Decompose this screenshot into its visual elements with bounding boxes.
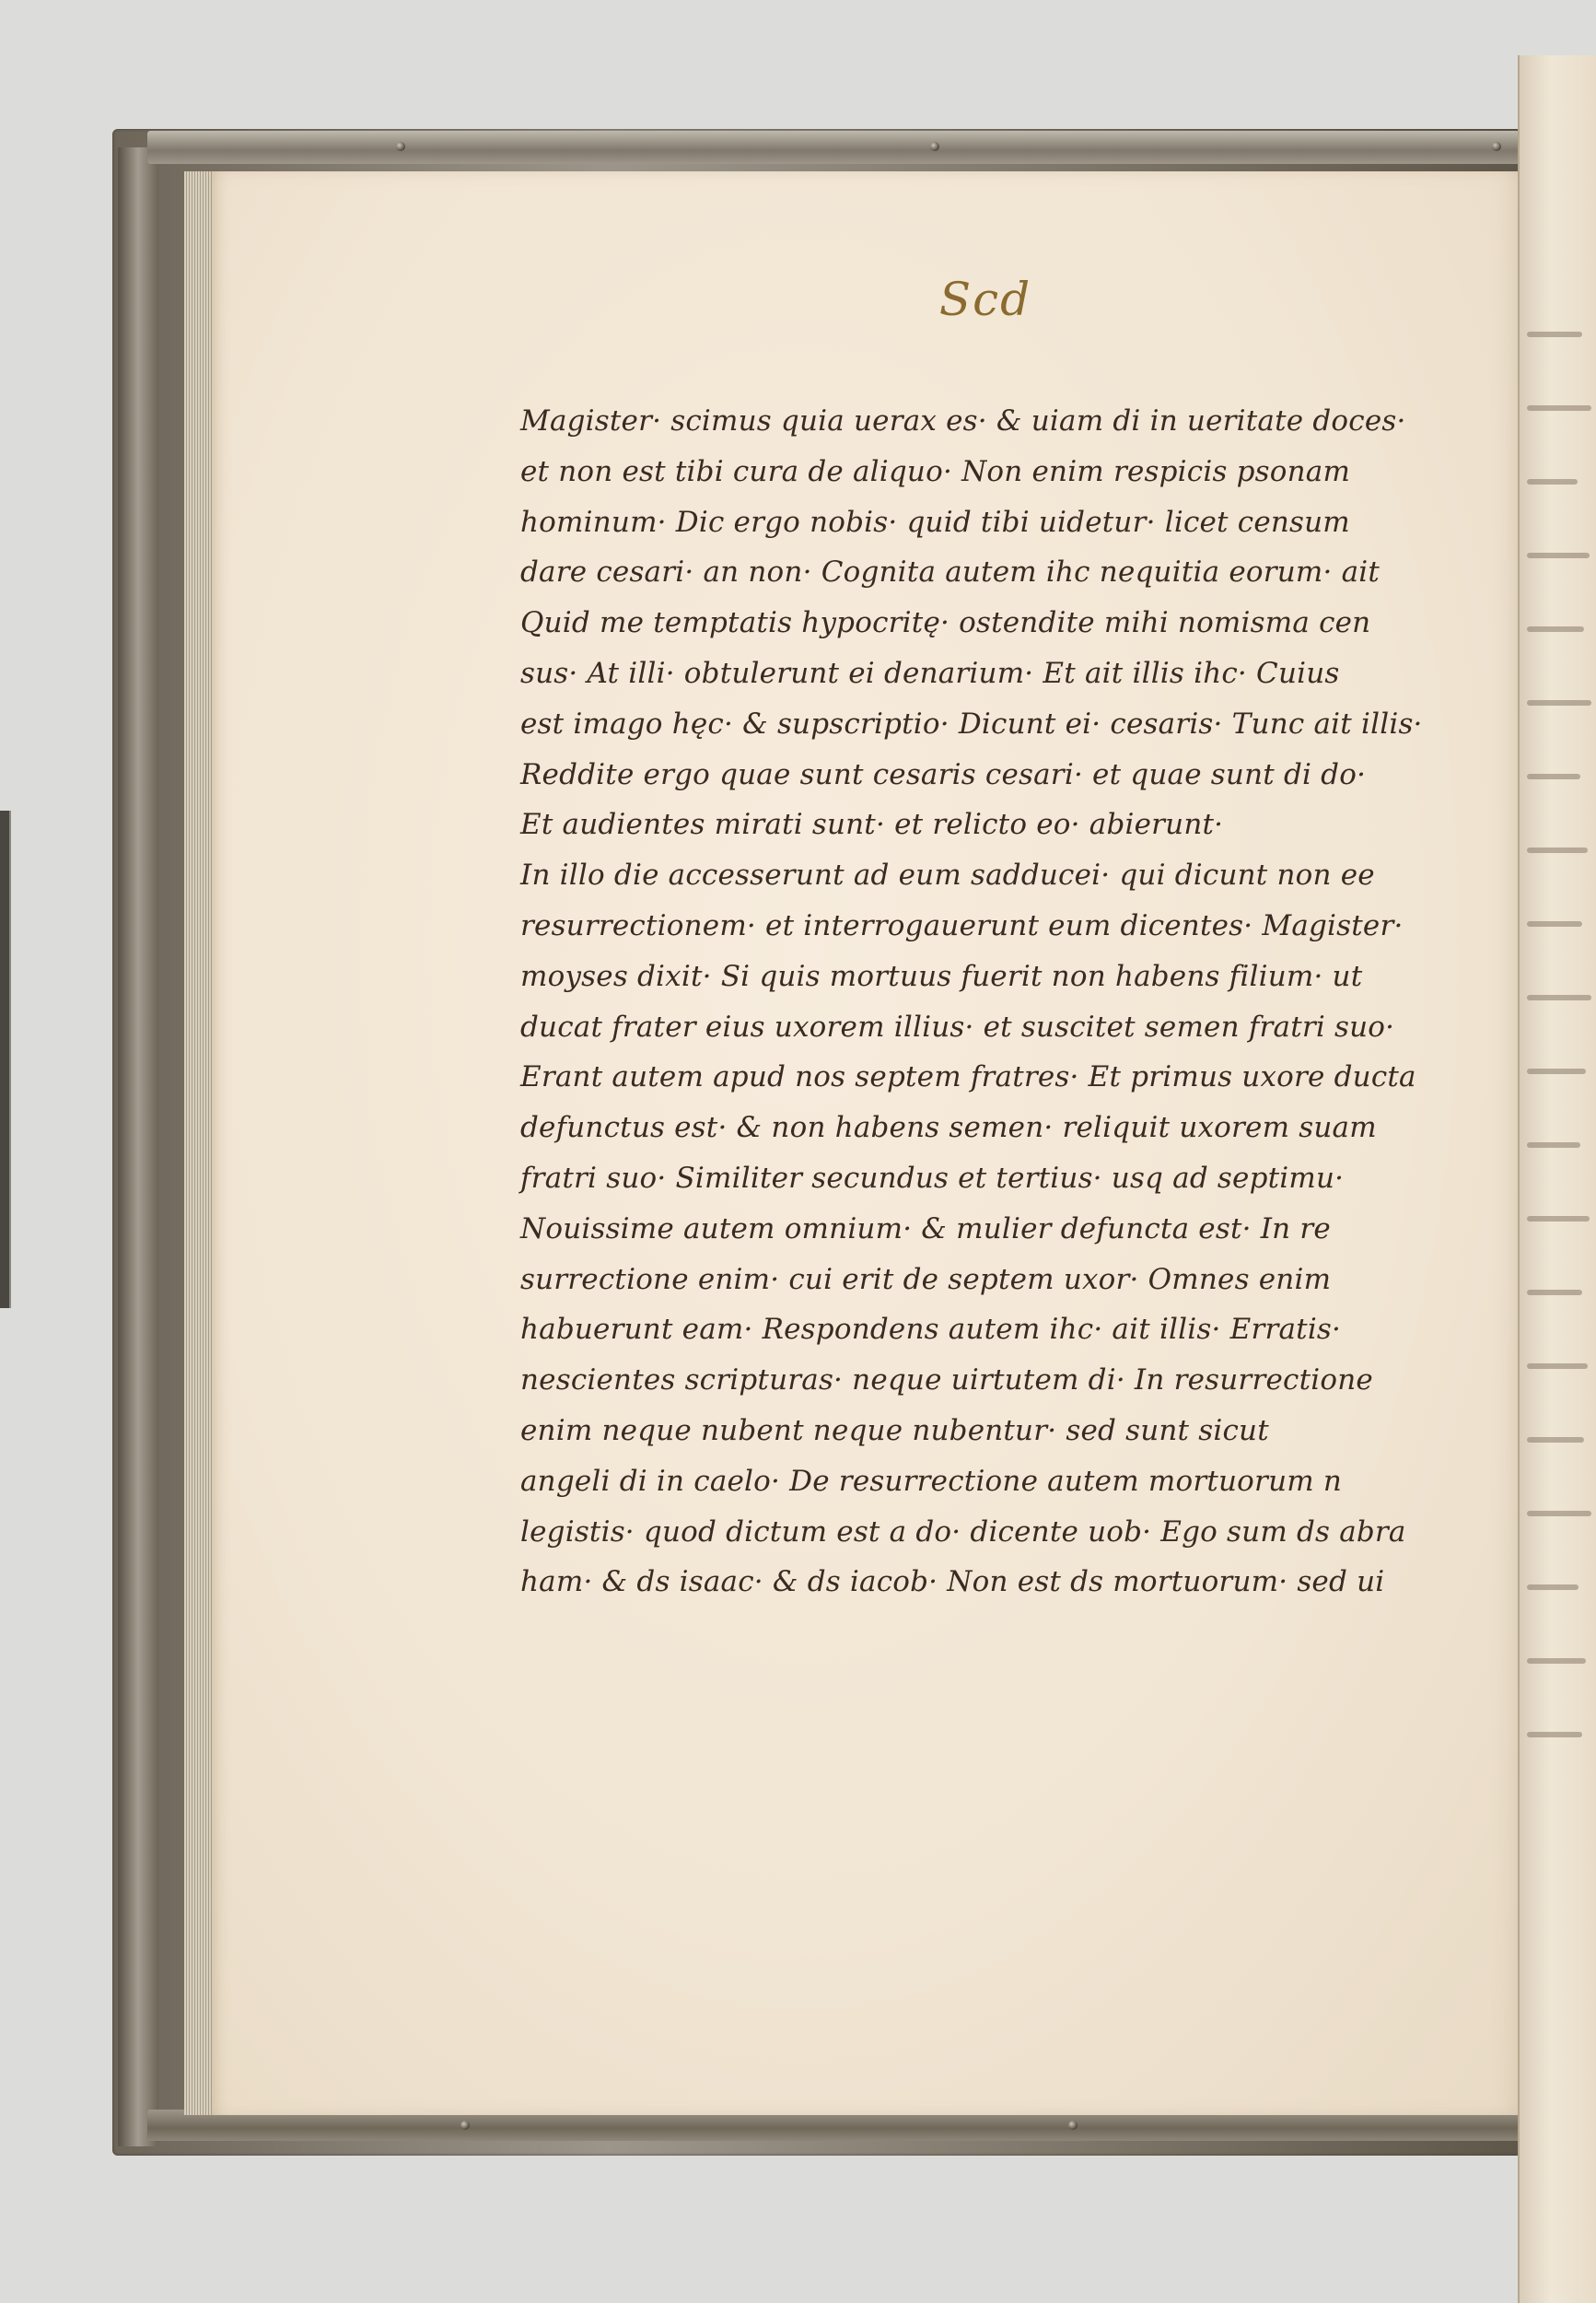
facing-text-line bbox=[1527, 700, 1591, 706]
facing-text-line bbox=[1527, 1142, 1580, 1148]
rivet bbox=[930, 142, 939, 151]
rivet bbox=[1068, 2121, 1078, 2130]
facing-text-line bbox=[1527, 774, 1580, 779]
text-line: angeli di in caelo· De resurrectione autem mortuorum n bbox=[520, 1464, 1343, 1498]
text-line: moyses dixit· Si quis mortuus fuerit non habens filium· ut bbox=[520, 959, 1363, 993]
facing-text-line bbox=[1527, 921, 1582, 927]
text-line: In illo die accesserunt ad eum sadducei· qui dicunt non ee bbox=[520, 859, 1375, 893]
text-line: ducat frater eius uxorem illius· et suscitet semen fratri suo· bbox=[520, 1010, 1395, 1044]
text-line: resurrectionem· et interrogauerunt eum dicentes· Magister· bbox=[520, 908, 1404, 942]
text-line: dare cesari· an non· Cognita autem ihc nequitia eorum· ait bbox=[520, 555, 1380, 590]
text-line: fratri suo· Similiter secundus et tertius· usq ad septimu· bbox=[520, 1161, 1345, 1195]
text-line: sus· At illi· obtulerunt ei denarium· Et ait illis ihc· Cuius bbox=[520, 656, 1340, 690]
binding-top-metal-strip bbox=[147, 131, 1520, 164]
facing-text-line bbox=[1527, 479, 1578, 485]
page-edges bbox=[184, 171, 212, 2115]
rivet bbox=[460, 2121, 470, 2130]
facing-text-line bbox=[1527, 626, 1584, 632]
facing-text-line bbox=[1527, 1363, 1588, 1369]
text-line: hominum· Dic ergo nobis· quid tibi uidetur· licet censum bbox=[520, 505, 1350, 539]
text-line: Reddite ergo quae sunt cesaris cesari· et quae sunt di do· bbox=[520, 757, 1367, 791]
rivet bbox=[396, 142, 405, 151]
facing-text-line bbox=[1527, 1290, 1582, 1295]
facing-text-line bbox=[1527, 1216, 1590, 1222]
running-head: Scd bbox=[938, 273, 1032, 326]
facing-text-line bbox=[1527, 553, 1590, 558]
text-line: Et audientes mirati sunt· et relicto eo· abierunt· bbox=[520, 808, 1224, 842]
rivet bbox=[1492, 142, 1501, 151]
facing-text-line bbox=[1527, 405, 1591, 411]
facing-text-line bbox=[1527, 1732, 1582, 1737]
text-line: defunctus est· & non habens semen· reliquit uxorem suam bbox=[520, 1111, 1377, 1145]
facing-text-line bbox=[1527, 1511, 1591, 1516]
text-line: Nouissime autem omnium· & mulier defuncta est· In re bbox=[520, 1211, 1331, 1245]
text-line: nescientes scripturas· neque uirtutem di· In resurrectione bbox=[520, 1363, 1373, 1397]
facing-text-line bbox=[1527, 848, 1588, 853]
binding-left-edge bbox=[118, 147, 158, 2146]
facing-text-line bbox=[1527, 1069, 1586, 1074]
facing-page-edge bbox=[1518, 55, 1596, 2303]
facing-text-line bbox=[1527, 332, 1582, 337]
manuscript-text-block bbox=[520, 396, 1423, 1607]
text-line: Quid me temptatis hypocritę· ostendite mihi nomisma cen bbox=[520, 606, 1371, 640]
text-line: surrectione enim· cui erit de septem uxor· Omnes enim bbox=[520, 1262, 1332, 1296]
text-line: est imago hęc· & supscriptio· Dicunt ei· cesaris· Tunc ait illis· bbox=[520, 707, 1423, 741]
text-line: ham· & ds isaac· & ds iacob· Non est ds mortuorum· sed ui bbox=[520, 1565, 1385, 1599]
text-line: Erant autem apud nos septem fratres· Et primus uxore ducta bbox=[520, 1060, 1416, 1094]
adjacent-object-edge bbox=[0, 811, 11, 1308]
text-line: legistis· quod dictum est a do· dicente uob· Ego sum ds abra bbox=[520, 1514, 1406, 1549]
text-line: Magister· scimus quia uerax es· & uiam di in ueritate doces· bbox=[520, 404, 1406, 438]
facing-text-line bbox=[1527, 1437, 1584, 1443]
text-line: et non est tibi cura de aliquo· Non enim respicis psonam bbox=[520, 454, 1351, 488]
facing-text-line bbox=[1527, 1658, 1586, 1664]
text-line: enim neque nubent neque nubentur· sed sunt sicut bbox=[520, 1413, 1269, 1447]
facing-text-line bbox=[1527, 995, 1591, 1000]
facing-text-line bbox=[1527, 1584, 1579, 1590]
text-line: habuerunt eam· Respondens autem ihc· ait illis· Erratis· bbox=[520, 1313, 1342, 1347]
